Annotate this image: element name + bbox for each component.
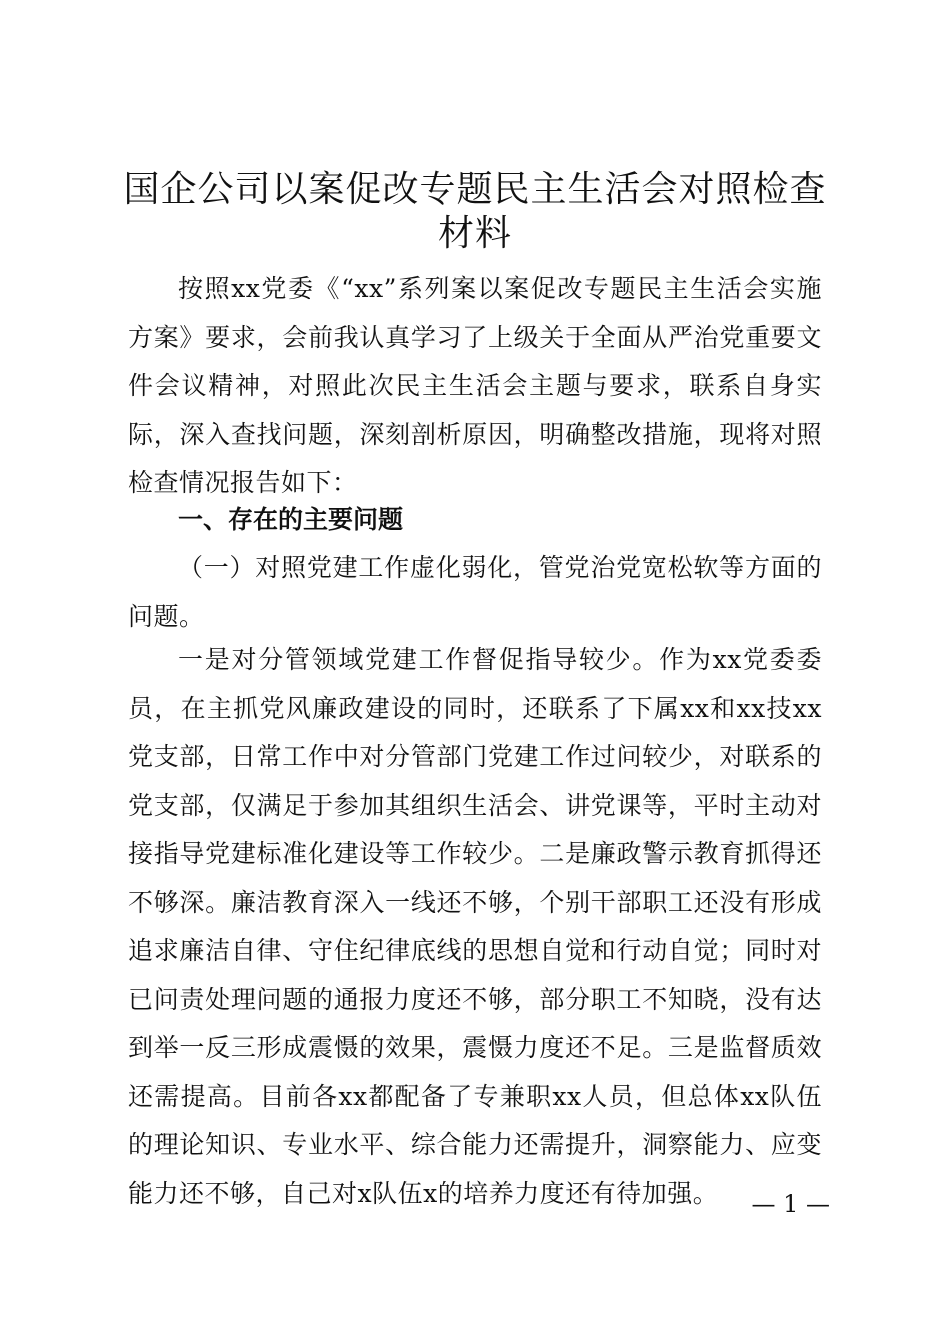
main-paragraph: 一是对分管领域党建工作督促指导较少。作为xx党委委员，在主抓党风廉政建设的同时，还联系了下属xx和xx技xx党支部，日常工作中对分管部门党建工作过问较少，对联系的党支部，仅满足于参加其组织生活会、讲党课等，平时主动对接指导党建标准化建设等工作较少。二是廉政警示教育抓得还不够深。廉洁教育深入一线还不够，个别干部职工还没有形成追求廉洁自律、守住纪律底线的思想自觉和行动自觉；同时对已问责处理问题的通报力度还不够，部分职工不知晓，没有达到举一反三形成震慑的效果，震慑力度还不足。三是监督质效还需提高。目前各xx都配备了专兼职xx人员，但总体xx队伍的理论知识、专业水平、综合能力还需提升，洞察能力、应变能力还不够，自己对x队伍x的培养力度还有待加强。: [128, 645, 822, 1208]
subsection-heading: （一）对照党建工作虚化弱化，管党治党宽松软等方面的问题。: [128, 553, 822, 631]
intro-paragraph: 按照xx党委《“xx”系列案以案促改专题民主生活会实施方案》要求，会前我认真学习了上级关于全面从严治党重要文件会议精神，对照此次民主生活会主题与要求，联系自身实际，深入查找问题，深刻剖析原因，明确整改措施，现将对照检查情况报告如下：: [128, 274, 822, 497]
page-number: — 1 —: [751, 1190, 830, 1218]
section-heading: 一、存在的主要问题: [178, 505, 404, 534]
document-title: 国企公司以案促改专题民主生活会对照检查材料: [123, 169, 827, 254]
